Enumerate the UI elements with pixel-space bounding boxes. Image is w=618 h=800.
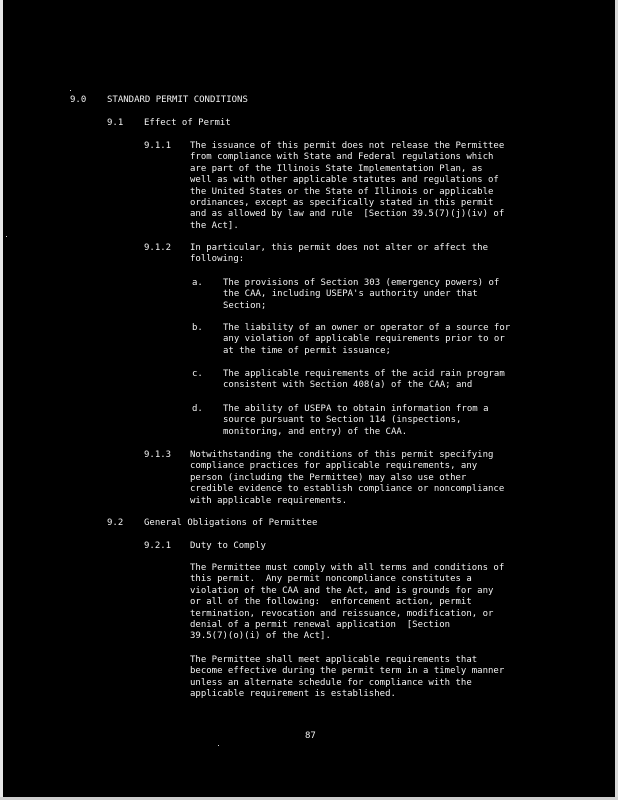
item-number: 9.1.2 (144, 243, 172, 253)
subsection-title: General Obligations of Permittee (144, 518, 318, 528)
item-number: 9.1.3 (144, 450, 172, 460)
scan-speck (70, 90, 71, 91)
item-title: Duty to Comply (190, 541, 266, 551)
item-number: 9.2.1 (144, 541, 172, 551)
subitem-text: The liability of an owner or operator of a source for any violation of applicable requirements prior to or at the time of permit issuance; (223, 323, 511, 356)
scan-speck (6, 236, 7, 237)
subitem-letter: c. (192, 369, 203, 379)
subitem-letter: b. (192, 323, 203, 333)
subsection-number: 9.1 (107, 118, 124, 128)
item-text: The issuance of this permit does not release the Permittee from compliance with State and Federal regulations which are part of the Illinois State Implementation Plan, as well as with other applicable statutes and regulations of the United States or the State of Illinois or applicable ordinances, except as specifically stated in this permit and as allowed by law and rule [Section 39.5(7)(j)(iv) of the Act]. (190, 141, 505, 231)
subitem-text: The ability of USEPA to obtain information from a source pursuant to Section 114 (inspections, monitoring, and entry) of the CAA. (223, 404, 489, 437)
subitem-letter: a. (192, 278, 203, 288)
item-text: Notwithstanding the conditions of this permit specifying compliance practices for applicable requirements, any person (including the Permittee) may also use other credible evidence to establish compliance or noncompliance with applicable requirements. (190, 450, 505, 506)
subsection-title: Effect of Permit (144, 118, 231, 128)
paragraph: The Permittee must comply with all terms and conditions of this permit. Any permit noncompliance constitutes a violation of the CAA and the Act, and is grounds for any or all of the following: enforcement action, permit termination, revocation and reissuance, modification, or denial of a permit renewal application [Section 39.5(7)(o)(i) of the Act]. (190, 563, 505, 642)
paragraph: The Permittee shall meet applicable requirements that become effective during the permit term in a timely manner unless an alternate schedule for compliance with the applicable requirement is established. (190, 655, 505, 700)
subitem-text: The applicable requirements of the acid rain program consistent with Section 408(a) of the CAA; and (223, 369, 505, 391)
scan-edge-left (0, 0, 3, 800)
section-number: 9.0 (70, 95, 87, 105)
item-number: 9.1.1 (144, 141, 172, 151)
subitem-letter: d. (192, 404, 203, 414)
section-title: STANDARD PERMIT CONDITIONS (107, 95, 248, 105)
item-text: In particular, this permit does not alter or affect the following: (190, 243, 489, 265)
subsection-number: 9.2 (107, 518, 124, 528)
subitem-text: The provisions of Section 303 (emergency powers) of the CAA, including USEPA's authority under that Section; (223, 278, 500, 311)
page-number: 87 (305, 731, 316, 741)
scan-speck (218, 745, 219, 746)
